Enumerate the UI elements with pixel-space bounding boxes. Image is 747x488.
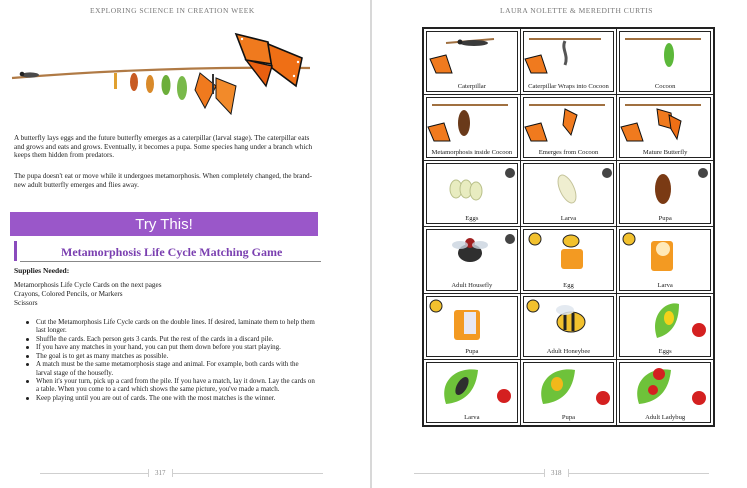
bullet-icon — [26, 321, 29, 324]
card-label: Egg — [563, 281, 574, 289]
left-page — [0, 0, 370, 488]
life-cycle-card[interactable] — [617, 227, 713, 292]
card-label: Emerges from Cocoon — [538, 149, 599, 157]
card-label: Cocoon — [654, 83, 676, 91]
rule-item: If you have any matches in your hand, you can put them down before you start playing. — [26, 343, 316, 351]
life-cycle-card-grid — [422, 27, 715, 427]
card-label: Pupa — [465, 347, 479, 355]
card-label: Larva — [657, 281, 673, 289]
card-label: Eggs — [658, 347, 672, 355]
page-number: 318 — [544, 469, 569, 477]
try-this-banner — [10, 212, 318, 236]
life-cycle-card[interactable] — [521, 29, 617, 94]
page-footer-left — [40, 466, 323, 480]
life-cycle-card[interactable] — [424, 294, 520, 359]
life-cycle-card[interactable] — [424, 360, 520, 425]
card-label: Adult Housefly — [451, 281, 493, 289]
try-this-label: Try This! — [135, 215, 193, 233]
rule-item: Keep playing until you are out of cards. The one with the most matches is the winner. — [26, 394, 316, 402]
life-cycle-card[interactable] — [617, 95, 713, 160]
game-title — [14, 241, 321, 261]
bullet-icon — [26, 380, 29, 383]
card-label: Larva — [560, 215, 577, 223]
butterfly-icon — [236, 34, 302, 86]
running-head-left: EXPLORING SCIENCE IN CREATION WEEK — [90, 6, 255, 15]
page-number: 317 — [148, 469, 173, 477]
right-page — [372, 0, 747, 488]
game-title-text: Metamorphosis Life Cycle Matching Game — [61, 245, 283, 259]
supply-item: Scissors — [14, 299, 38, 307]
chrysalis-stages-icon — [114, 73, 187, 100]
life-cycle-card[interactable] — [617, 360, 713, 425]
intro-paragraph: A butterfly lays eggs and the future butterfly emerges as a caterpillar (larval stage). The caterpillar eats and grows and eats and grows. Eventually, it becomes a pupa. Some species hang under a branch which keeps them hidden from predators. — [14, 134, 313, 160]
rule-item: When it's your turn, pick up a card from the pile. If you have a match, lay it down. Lay the cards on a table. When you come to a card which shows the same picture, you've made a match. — [26, 377, 316, 394]
supply-item: Metamorphosis Life Cycle Cards on the next pages — [14, 281, 162, 289]
bullet-icon — [26, 338, 29, 341]
butterfly-life-cycle-illustration — [10, 28, 310, 138]
running-head-right: LAURA NOLETTE & MEREDITH CURTIS — [500, 6, 653, 15]
life-cycle-card[interactable] — [424, 161, 520, 226]
title-underline — [20, 261, 321, 262]
rule-item: A match must be the same metamorphosis stage and animal. For example, both cards with the larval stage of the housefly. — [26, 360, 316, 377]
supply-item: Crayons, Colored Pencils, or Markers — [14, 290, 123, 298]
rule-item: The goal is to get as many matches as possible. — [26, 352, 316, 360]
rule-item: Shuffle the cards. Each person gets 3 cards. Put the rest of the cards in a discard pile. — [26, 335, 316, 343]
life-cycle-card[interactable] — [617, 294, 713, 359]
card-label: Larva — [464, 413, 480, 421]
supplies-heading: Supplies Needed: — [14, 266, 70, 275]
card-label: Eggs — [465, 215, 479, 223]
bullet-icon — [26, 363, 29, 366]
card-label: Adult Honeybee — [546, 347, 591, 355]
emerging-butterfly-icon — [195, 73, 236, 114]
card-label: Caterpillar Wraps into Cocoon — [528, 83, 609, 91]
page-footer-right — [414, 466, 709, 480]
life-cycle-card[interactable] — [521, 161, 617, 226]
life-cycle-card[interactable] — [617, 29, 713, 94]
rule-item: Cut the Metamorphosis Life Cycle cards on the double lines. If desired, laminate them to help them last longer. — [26, 318, 316, 335]
life-cycle-card[interactable] — [424, 95, 520, 160]
bullet-icon — [26, 355, 29, 358]
supplies-list — [14, 281, 162, 308]
game-rules-list — [26, 318, 316, 402]
card-label: Caterpillar — [457, 83, 486, 91]
bullet-icon — [26, 346, 29, 349]
life-cycle-card[interactable] — [617, 161, 713, 226]
card-label: Pupa — [658, 215, 672, 223]
life-cycle-card[interactable] — [521, 360, 617, 425]
life-cycle-card[interactable] — [521, 95, 617, 160]
life-cycle-card[interactable] — [521, 294, 617, 359]
life-cycle-card[interactable] — [521, 227, 617, 292]
life-cycle-card[interactable] — [424, 29, 520, 94]
bullet-icon — [26, 397, 29, 400]
card-label: Adult Ladybug — [645, 413, 686, 421]
card-label: Mature Butterfly — [642, 149, 688, 157]
card-label: Metamorphosis inside Cocoon — [431, 149, 513, 157]
life-cycle-card[interactable] — [424, 227, 520, 292]
card-label: Pupa — [561, 413, 576, 421]
pupa-paragraph: The pupa doesn't eat or move while it undergoes metamorphosis. When completely changed, the brand-new adult butterfly emerges and flies away. — [14, 172, 313, 189]
